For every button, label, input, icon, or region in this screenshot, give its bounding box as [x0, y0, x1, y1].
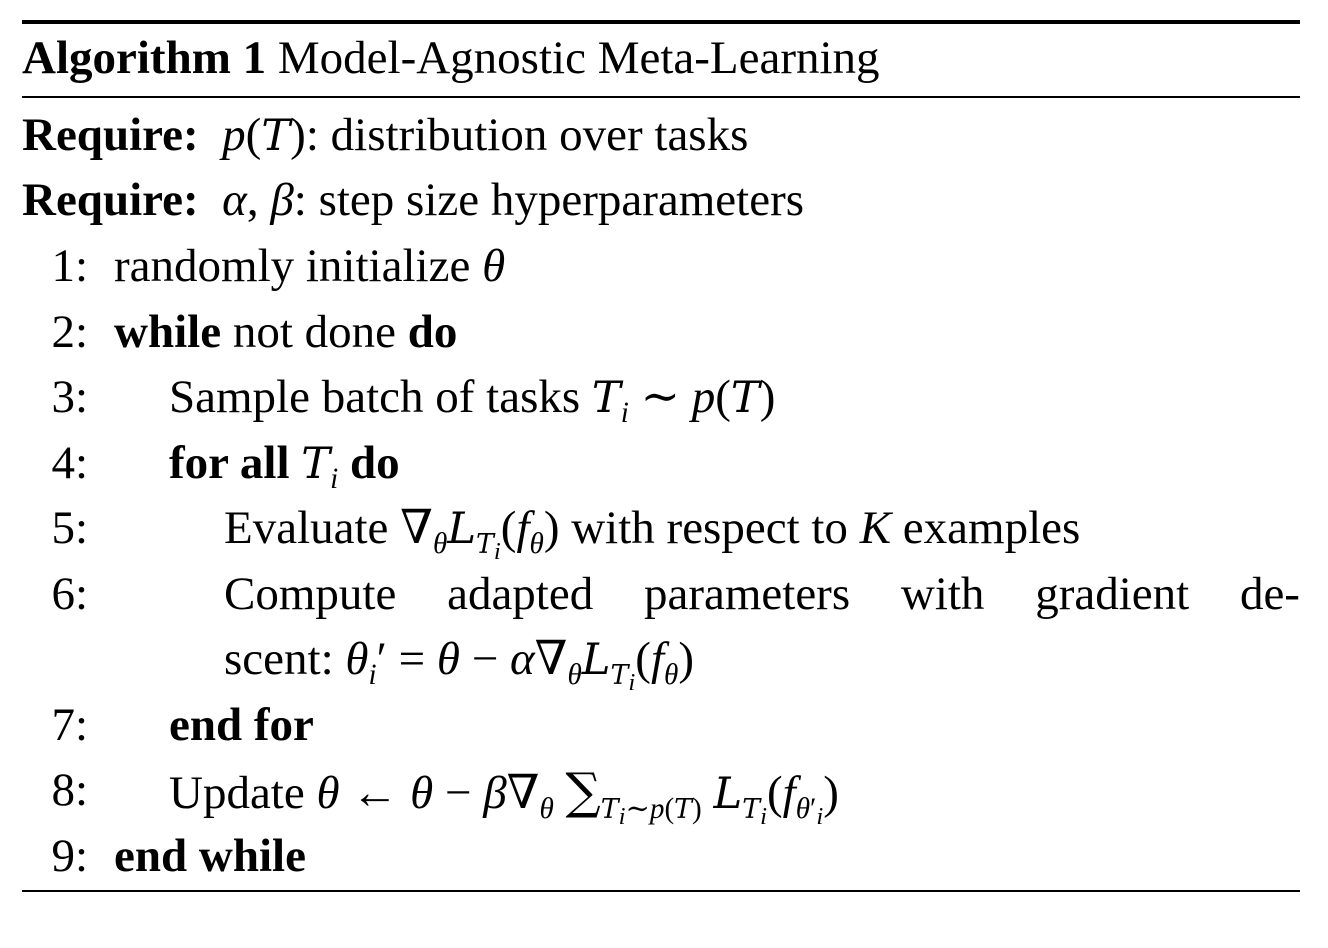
line-word: parameters [643, 568, 851, 620]
require-text: : distribution over tasks [305, 109, 749, 161]
line-text: Sample batch of tasks [169, 371, 581, 423]
math-theta: θ [482, 240, 506, 292]
line-number: 7: [51, 699, 88, 751]
top-rule [22, 20, 1300, 24]
line-number: 6: [51, 568, 88, 620]
line-number: 3: [51, 371, 88, 423]
math-gradient-loss: $\nabla_\theta L_{T_i}(f_\theta)$ [400, 502, 560, 566]
math-meta-update: θ ← $\theta - \beta\nabla_\theta$ $\sum_{T_i\sim p(T)}$ $L_{T_i}(f_{\theta'_i})$ [316, 762, 839, 831]
caption-rule [22, 96, 1300, 98]
algorithm-label: Algorithm 1 [22, 32, 267, 84]
keyword-end-for: end for [169, 699, 314, 751]
require-text: : step size hyperparameters [293, 174, 805, 226]
bottom-rule [22, 890, 1300, 892]
keyword-for-all: for all [169, 437, 290, 489]
require-keyword: Require: [22, 174, 199, 226]
line-number: 2: [51, 306, 88, 358]
algorithm-caption [22, 32, 1300, 84]
line-word: Compute [224, 568, 397, 620]
keyword-do: do [407, 306, 458, 358]
line-word: de- [1239, 568, 1300, 620]
require-keyword: Require: [22, 109, 199, 161]
require-line-2: Require: α, β: step size hyperparameters [22, 174, 805, 226]
line-number: 9: [51, 830, 88, 882]
line-word: gradient [1035, 568, 1190, 620]
math-p-tasks: p [222, 109, 246, 161]
line-text: Evaluate [224, 502, 389, 554]
line-text: with respect to [571, 502, 848, 554]
line-number: 1: [51, 240, 88, 292]
line-text: not done [232, 306, 396, 358]
keyword-do: do [349, 437, 400, 489]
line-text: examples [902, 502, 1081, 554]
line-number: 4: [51, 437, 88, 489]
algorithm-title: Model-Agnostic Meta-Learning [277, 32, 880, 84]
math-adapted-params: $\theta_i' = \theta - \alpha\nabla_\theta L_{T_i}(f_\theta)$ [345, 633, 694, 697]
line-number: 5: [51, 502, 88, 554]
keyword-while: while [114, 306, 222, 358]
line-text: Update [169, 767, 305, 819]
line-number: 8: [51, 764, 88, 816]
math-task-i: $T_i$ [301, 439, 339, 496]
math-alpha-beta: α [222, 174, 247, 226]
line-text: randomly initialize [114, 240, 471, 292]
line-word: adapted [447, 568, 594, 620]
line-word: with [900, 568, 985, 620]
line-text: scent: [224, 633, 334, 685]
require-line-1: Require: p(T): distribution over tasks [22, 109, 749, 161]
keyword-end-while: end while [114, 830, 306, 882]
math-k: K [859, 502, 892, 554]
math-sample: $T_i$ ∼ p(T) [591, 371, 776, 430]
